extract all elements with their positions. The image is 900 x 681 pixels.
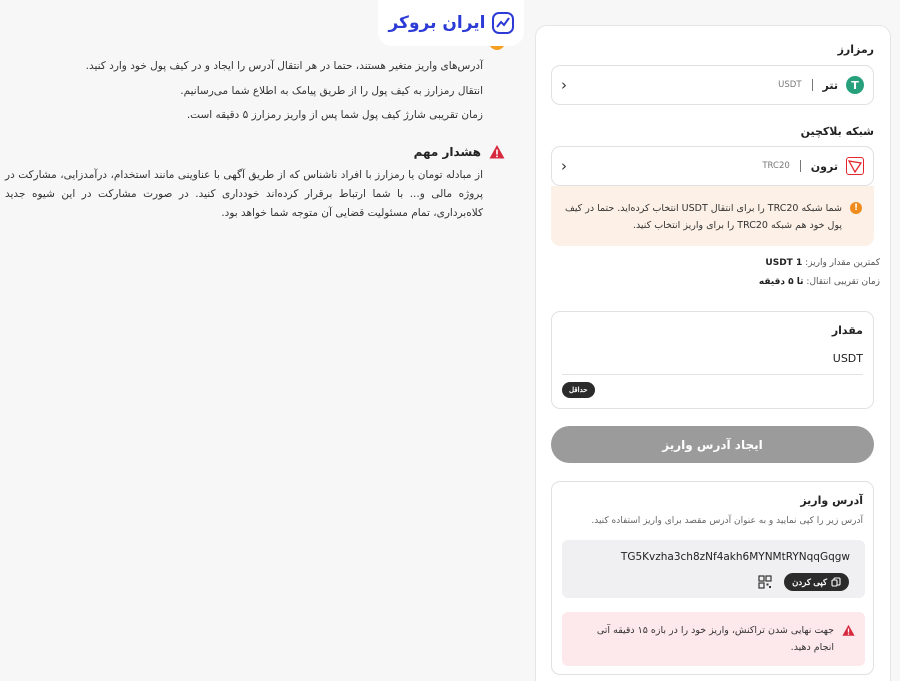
warning-text: از مبادله تومان یا رمزارز با افراد ناشناس که از طریق آگهی با عناوینی مانند استخدام، درآمدزایی، مشارکت در پروژه مالی و... با شما ارتباط برقرار کرده‌اند خودداری کنید. در صورت مشارکت در این شیوه جدید کلاه‌برداری، تمام مسئولیت قضایی آن متوجه شما خواهد بود. xyxy=(5,169,483,219)
network-code: TRC20 xyxy=(762,161,790,171)
separator xyxy=(800,160,801,172)
logo-chart-icon xyxy=(492,12,514,34)
crypto-code: USDT xyxy=(778,80,802,90)
crypto-name: تتر xyxy=(822,78,838,92)
network-label: شبکه بلاکچین xyxy=(800,125,874,138)
amount-unit: USDT xyxy=(832,352,863,365)
amount-label: مقدار xyxy=(831,324,863,337)
tron-icon xyxy=(846,157,864,175)
network-note xyxy=(551,186,874,246)
network-select[interactable] xyxy=(551,146,874,186)
min-deposit-label: کمترین مقدار واریز: xyxy=(805,258,880,268)
warning-title: هشدار مهم xyxy=(413,145,481,159)
deadline-note-text: جهت نهایی شدن تراکنش، واریز خود را در بازه ۱۵ دقیقه آتی انجام دهید. xyxy=(596,625,834,653)
tether-icon: T xyxy=(846,76,864,94)
chevron-left-icon: ‹ xyxy=(561,76,567,94)
min-deposit-value: 1 USDT xyxy=(765,258,803,268)
crypto-label: رمزارز xyxy=(837,43,874,56)
info-line-2: انتقال رمزارز به کیف پول را از طریق پیامک به اطلاع شما می‌رسانیم. xyxy=(180,85,483,97)
separator xyxy=(812,79,813,91)
deposit-form xyxy=(535,25,891,681)
info-warning-icon: ! xyxy=(850,202,862,214)
address-title: آدرس واریز xyxy=(800,494,863,507)
logo-text: ایران بروکر xyxy=(388,13,486,33)
qr-code-icon[interactable] xyxy=(758,575,772,589)
address-field xyxy=(562,540,865,598)
info-line-3: زمان تقریبی شارژ کیف پول شما پس از واریز رمزارز ۵ دقیقه است. xyxy=(186,109,483,121)
network-name: ترون xyxy=(810,159,838,173)
copy-button-label: کپی کردن xyxy=(792,576,827,587)
network-note-text: شما شبکه TRC20 را برای انتقال USDT انتخاب کرده‌اید. حتما در کیف پول خود هم شبکه TRC20 را برای واریز انتخاب کنید. xyxy=(564,203,842,231)
create-address-button[interactable]: ایجاد آدرس واریز xyxy=(551,426,874,463)
min-deposit-info xyxy=(765,258,880,268)
crypto-select[interactable] xyxy=(551,65,874,105)
copy-icon xyxy=(831,577,841,587)
warning-triangle-icon xyxy=(489,144,505,160)
deposit-address-box xyxy=(551,481,874,675)
info-line-1: آدرس‌های واریز متغیر هستند، حتما در هر انتقال آدرس را ایجاد و در کیف پول خود وارد کنید. xyxy=(85,60,483,72)
deadline-note xyxy=(562,612,865,666)
warning-triangle-icon xyxy=(842,624,855,637)
transfer-time-value: تا ۵ دقیقه xyxy=(758,277,804,287)
transfer-time-label: زمان تقریبی انتقال: xyxy=(806,277,880,287)
chevron-left-icon: ‹ xyxy=(561,157,567,175)
copy-button[interactable] xyxy=(784,573,849,591)
amount-field[interactable] xyxy=(551,311,874,409)
warning-heading xyxy=(414,144,505,160)
amount-input-underline xyxy=(562,374,863,375)
address-description: آدرس زیر را کپی نمایید و به عنوان آدرس مقصد برای واریز استفاده کنید. xyxy=(591,516,863,526)
logo[interactable] xyxy=(378,0,524,46)
min-amount-button[interactable]: حداقل xyxy=(562,382,595,398)
deposit-address[interactable]: TG5Kvzha3ch8zNf4akh6MYNMtRYNqqGqgw xyxy=(620,551,850,563)
transfer-time-info xyxy=(759,277,880,287)
